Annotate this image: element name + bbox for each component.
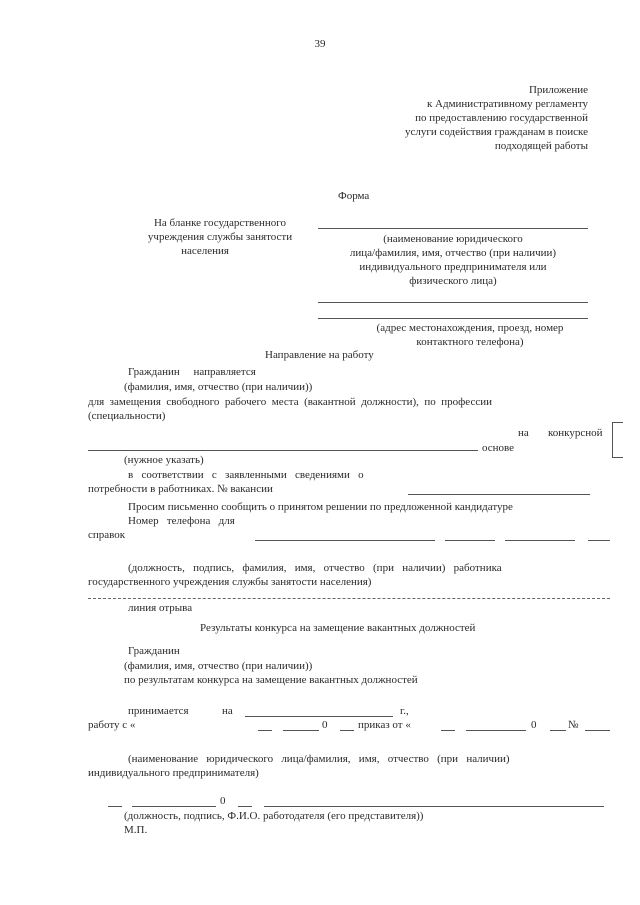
accordance-line-1: в соответствии с заявленными сведениями о <box>128 469 364 481</box>
signer-caption-2: государственного учреждения службы занятости населения) <box>88 576 372 588</box>
by-results: по результатам конкурса на замещение вакантных должностей <box>124 674 418 686</box>
appendix-line-4: услуги содействия гражданам в поиске <box>404 126 588 138</box>
vacancy-line-2: (специальности) <box>88 410 166 422</box>
year-mark: г., <box>400 705 409 717</box>
side-bracket <box>612 422 623 458</box>
blank-header-line-2: учреждения службы занятости <box>147 231 293 243</box>
blank-header-line-3: населения <box>181 245 229 257</box>
order-from: приказ от « <box>358 719 411 731</box>
recipient-caption-1: (наименование юридического <box>383 233 523 245</box>
sign-month-line <box>132 806 216 807</box>
referral-title: Направление на работу <box>265 349 374 361</box>
fio-caption-2: (фамилия, имя, отчество (при наличии)) <box>124 660 313 672</box>
seal-mark: М.П. <box>124 824 148 836</box>
phone-line-1 <box>255 540 435 541</box>
phone-line-3 <box>505 540 575 541</box>
address-line-1 <box>318 302 588 303</box>
tear-line-label: линия отрыва <box>128 602 193 614</box>
competitive-word: конкурсной <box>548 427 603 439</box>
work-year-line <box>340 730 354 731</box>
order-day-line <box>441 730 455 731</box>
signer-caption-1: (должность, подпись, фамилия, имя, отчество (при наличии) работника <box>128 562 502 574</box>
address-caption-1: (адрес местонахождения, проезд, номер <box>376 322 564 334</box>
accordance-line-2: потребности в работниках. № вакансии <box>88 483 273 495</box>
employer-caption-2: индивидуального предпринимателя) <box>88 767 259 779</box>
results-title: Результаты конкурса на замещение вакантных должностей <box>200 622 476 634</box>
employer-sign-caption: (должность, подпись, Ф.И.О. работодателя (его представителя)) <box>124 810 424 822</box>
competitive-on: на <box>518 427 529 439</box>
sign-day-line <box>108 806 122 807</box>
blank-header-line-1: На бланке государственного <box>153 217 287 229</box>
appendix-line-5: подходящей работы <box>494 140 588 152</box>
work-from: работу с « <box>88 719 136 731</box>
phone-line-4 <box>588 540 610 541</box>
zero-2: 0 <box>531 719 537 731</box>
please-inform: Просим письменно сообщить о принятом решении по предложенной кандидатуре <box>128 501 513 513</box>
citizen-sent: Гражданин направляется <box>128 366 256 378</box>
fio-caption: (фамилия, имя, отчество (при наличии)) <box>124 381 313 393</box>
recipient-caption-3: индивидуального предпринимателя или <box>359 261 547 273</box>
tear-line <box>88 598 610 599</box>
employer-caption-1: (наименование юридического лица/фамилия, имя, отчество (при наличии) <box>128 753 510 765</box>
recipient-caption-2: лица/фамилия, имя, отчество (при наличии) <box>349 247 557 259</box>
number-mark: № <box>568 719 579 731</box>
vacancy-number-line <box>408 494 590 495</box>
page-number: 39 <box>314 38 326 50</box>
phone-line-2 <box>445 540 495 541</box>
appendix-line-2: к Административному регламенту <box>426 98 588 110</box>
basis-line <box>88 450 478 451</box>
order-year-line <box>550 730 566 731</box>
work-day-line <box>258 730 272 731</box>
vacancy-line-1: для замещения свободного рабочего места (вакантной должности), по профессии <box>88 396 492 408</box>
citizen-2: Гражданин <box>128 645 180 657</box>
appendix-line-1: Приложение <box>528 84 588 96</box>
employer-sign-line <box>264 806 604 807</box>
form-label: Форма <box>338 190 370 202</box>
recipient-caption-4: физического лица) <box>409 275 497 287</box>
sign-year-line <box>238 806 252 807</box>
order-number-line <box>585 730 610 731</box>
recipient-line <box>318 228 588 229</box>
position-line <box>245 716 393 717</box>
work-month-line <box>283 730 319 731</box>
basis: основе <box>482 442 515 454</box>
appendix-line-3: по предоставлению государственной <box>415 112 588 124</box>
references-label: справок <box>88 529 126 541</box>
specify-caption: (нужное указать) <box>124 454 204 466</box>
order-month-line <box>466 730 526 731</box>
zero-1: 0 <box>322 719 328 731</box>
zero-3: 0 <box>220 795 226 807</box>
address-line-2 <box>318 318 588 319</box>
phone-label: Номер телефона для <box>128 515 235 527</box>
address-caption-2: контактного телефона) <box>416 336 524 348</box>
accepted-label: принимается <box>128 705 189 717</box>
on-label: на <box>222 705 233 717</box>
